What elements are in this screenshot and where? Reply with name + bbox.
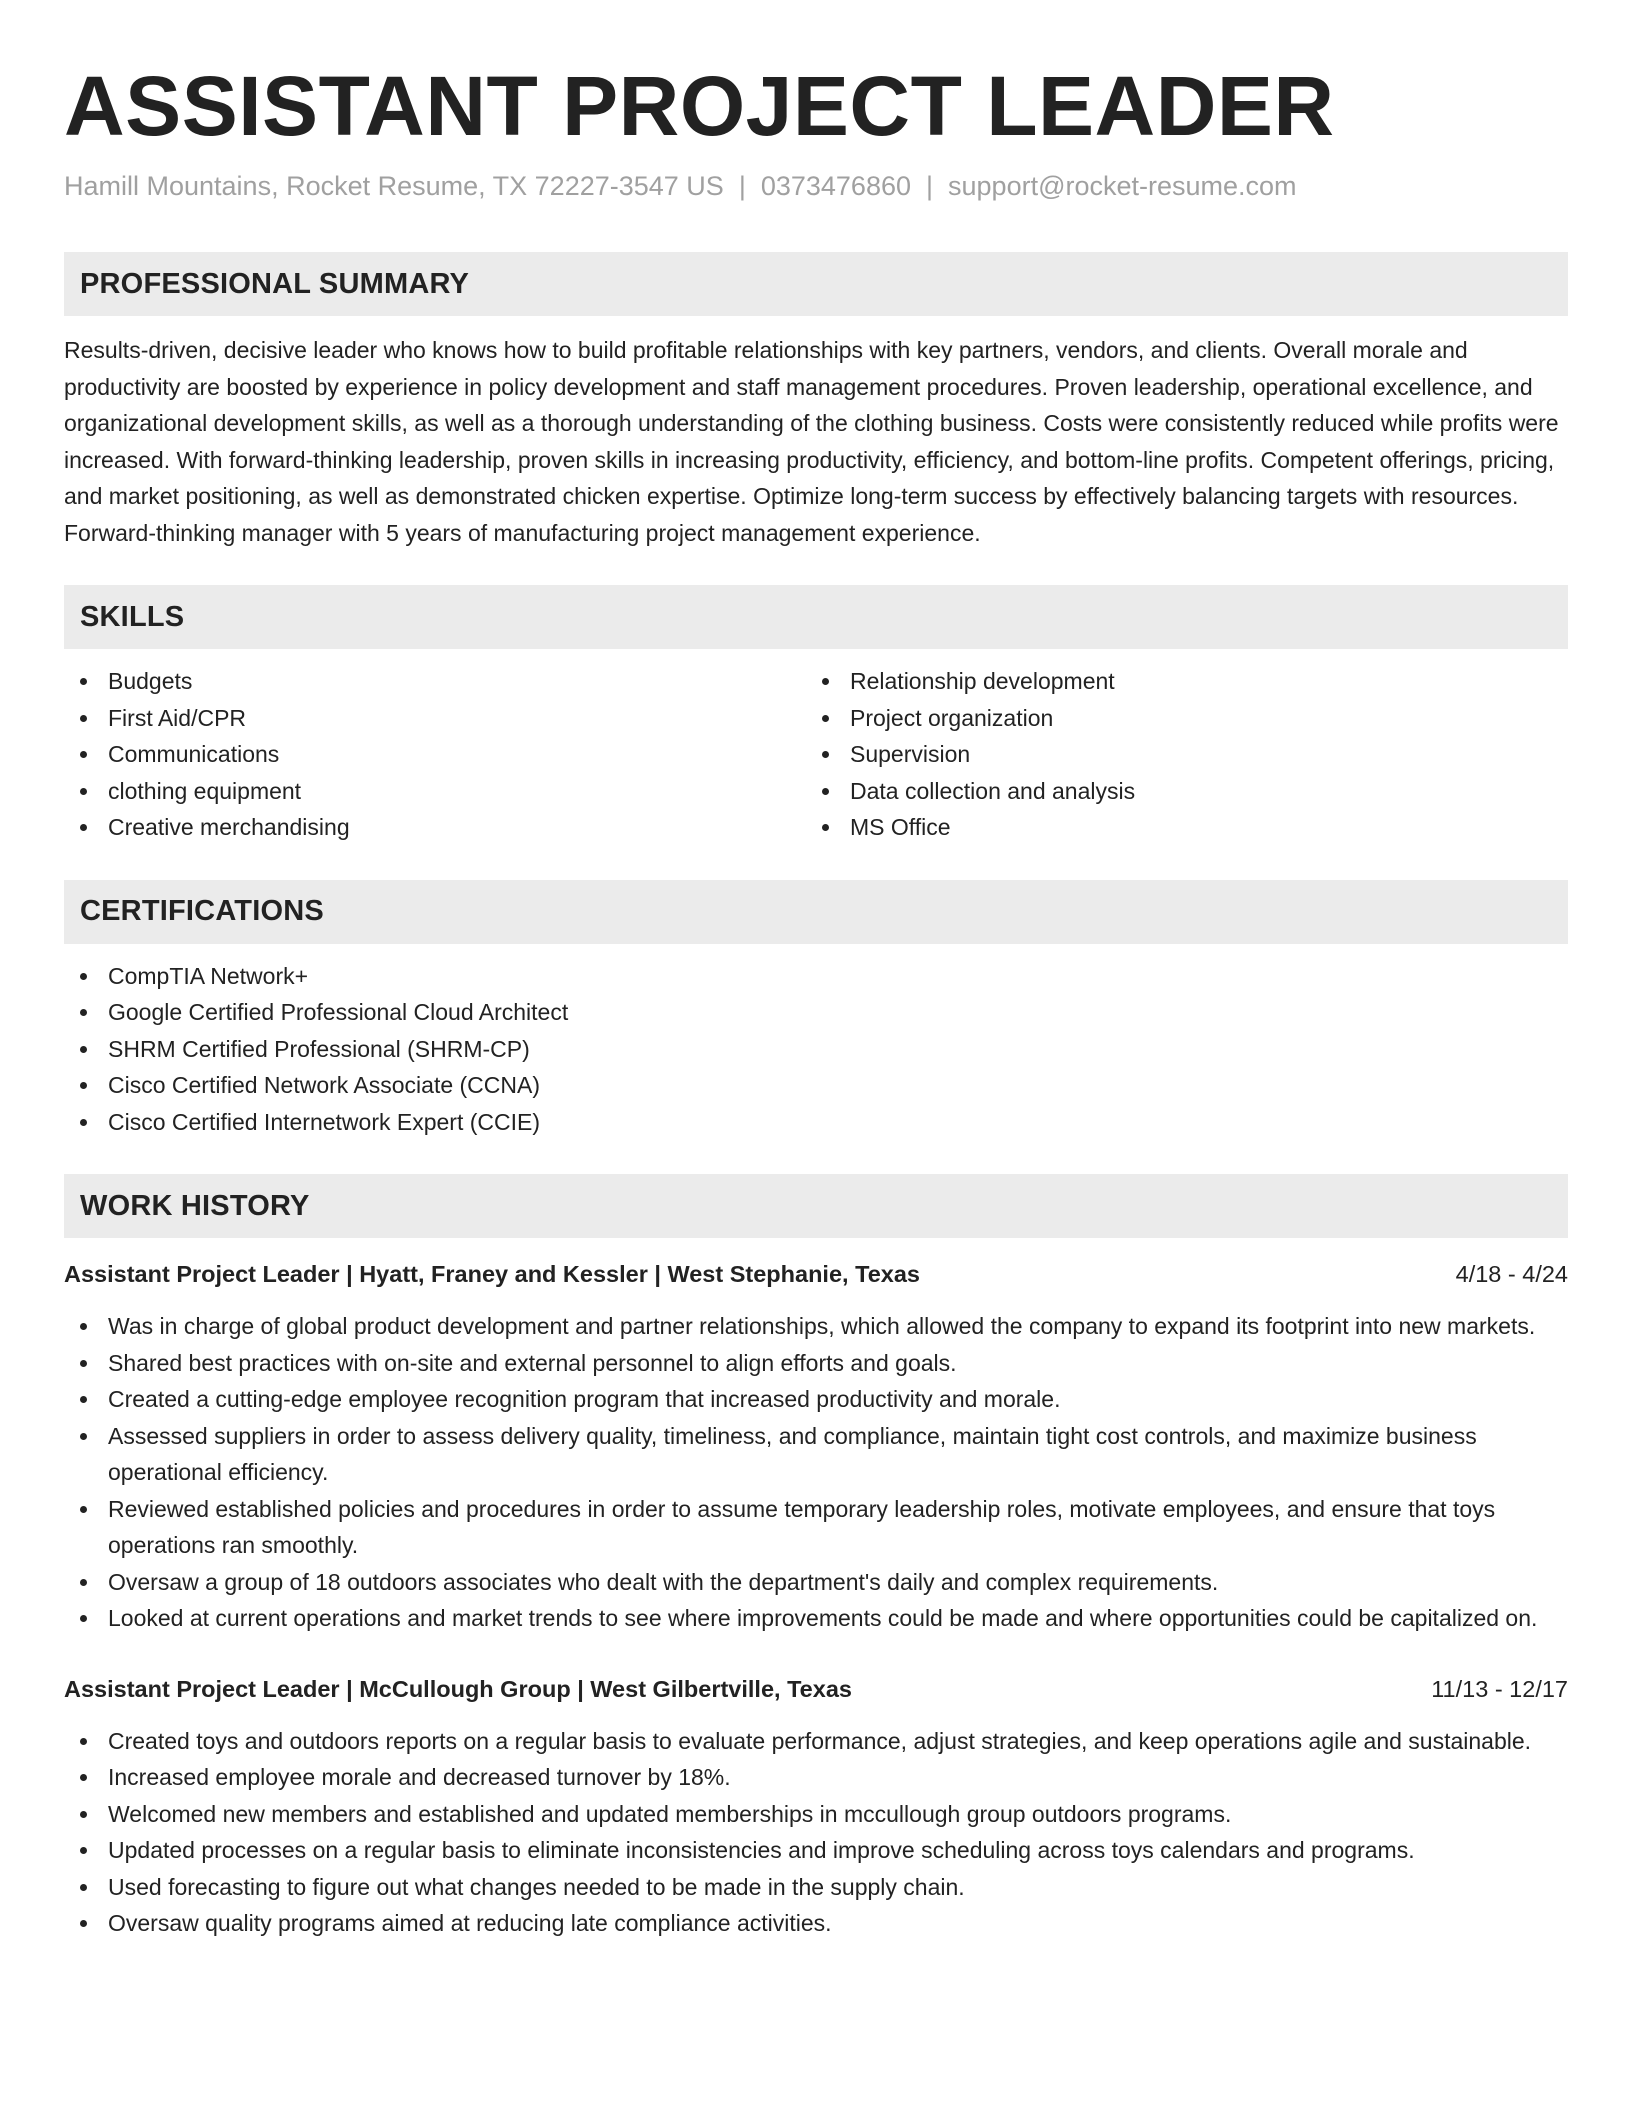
contact-separator: | <box>738 171 746 201</box>
skill-item: First Aid/CPR <box>64 700 806 737</box>
summary-text: Results-driven, decisive leader who knows how to build profitable relationships with key partners, vendors, and clients. Overall morale and productivity are boosted by experience in policy development and staff management procedures. Proven leadership, operational excellence, and organizational development skills, as well as a thorough understanding of the clothing business. Costs were consistently reduced while profits were increased. With forward-thinking leadership, proven skills in increasing productivity, efficiency, and bottom-line profits. Competent offerings, pricing, and market positioning, as well as demonstrated chicken expertise. Optimize long-term success by effectively balancing targets with resources. Forward-thinking manager with 5 years of manufacturing project management experience. <box>64 337 1559 546</box>
resume-page <box>64 58 1568 1942</box>
job-title: Assistant Project Leader | Hyatt, Franey and Kessler | West Stephanie, Texas <box>64 1261 920 1287</box>
section-header-work-history: WORK HISTORY <box>64 1174 1568 1238</box>
section-header-skills: SKILLS <box>64 585 1568 649</box>
skill-item: Budgets <box>64 663 806 700</box>
skill-item: Data collection and analysis <box>806 773 1548 810</box>
job-bullet: Reviewed established policies and procedures in order to assume temporary leadership roles, motivate employees, and ensure that toys operations ran smoothly. <box>64 1491 1568 1564</box>
job-bullet: Oversaw quality programs aimed at reducing late compliance activities. <box>64 1905 1568 1942</box>
certification-item: SHRM Certified Professional (SHRM-CP) <box>64 1031 1568 1068</box>
contact-line <box>64 168 1568 204</box>
job-entry <box>64 1256 1568 1637</box>
skills-list-left <box>64 663 806 846</box>
job-bullet: Updated processes on a regular basis to eliminate inconsistencies and improve scheduling across toys calendars and programs. <box>64 1832 1568 1869</box>
skill-item: clothing equipment <box>64 773 806 810</box>
job-bullet: Looked at current operations and market trends to see where improvements could be made and where opportunities could be capitalized on. <box>64 1600 1568 1637</box>
skill-item: Supervision <box>806 736 1548 773</box>
job-bullet: Shared best practices with on-site and external personnel to align efforts and goals. <box>64 1345 1568 1382</box>
contact-address: Hamill Mountains, Rocket Resume, TX 72227-3547 US <box>64 171 724 201</box>
job-bullet: Used forecasting to figure out what changes needed to be made in the supply chain. <box>64 1869 1568 1906</box>
job-bullet: Increased employee morale and decreased turnover by 18%. <box>64 1759 1568 1796</box>
skill-item: Relationship development <box>806 663 1548 700</box>
job-entry <box>64 1671 1568 1942</box>
certification-item: Google Certified Professional Cloud Architect <box>64 994 1568 1031</box>
job-bullet: Created toys and outdoors reports on a regular basis to evaluate performance, adjust strategies, and keep operations agile and sustainable. <box>64 1723 1568 1760</box>
skill-item: Creative merchandising <box>64 809 806 846</box>
skill-item: MS Office <box>806 809 1548 846</box>
job-dates: 11/13 - 12/17 <box>1431 1675 1568 1702</box>
job-header <box>64 1256 1568 1292</box>
certifications-list <box>64 958 1568 1141</box>
certification-item: CompTIA Network+ <box>64 958 1568 995</box>
contact-separator: | <box>926 171 934 201</box>
job-bullet: Was in charge of global product development and partner relationships, which allowed the company to expand its footprint into new markets. <box>64 1308 1568 1345</box>
certification-item: Cisco Certified Network Associate (CCNA) <box>64 1067 1568 1104</box>
contact-email: support@rocket-resume.com <box>948 171 1297 201</box>
skills-grid <box>64 663 1568 846</box>
job-bullets <box>64 1308 1568 1637</box>
job-header <box>64 1671 1568 1707</box>
job-bullets <box>64 1723 1568 1942</box>
job-bullet: Created a cutting-edge employee recognition program that increased productivity and morale. <box>64 1381 1568 1418</box>
certification-item: Cisco Certified Internetwork Expert (CCIE) <box>64 1104 1568 1141</box>
skill-item: Project organization <box>806 700 1548 737</box>
job-bullet: Oversaw a group of 18 outdoors associates who dealt with the department's daily and complex requirements. <box>64 1564 1568 1601</box>
section-header-certifications: CERTIFICATIONS <box>64 880 1568 944</box>
contact-phone: 0373476860 <box>760 171 911 201</box>
job-title: Assistant Project Leader | McCullough Group | West Gilbertville, Texas <box>64 1675 852 1702</box>
job-bullet: Assessed suppliers in order to assess delivery quality, timeliness, and compliance, maintain tight cost controls, and maximize business operational efficiency. <box>64 1418 1568 1491</box>
job-dates: 4/18 - 4/24 <box>1455 1261 1568 1287</box>
section-header-summary: PROFESSIONAL SUMMARY <box>64 252 1568 316</box>
job-bullet: Welcomed new members and established and updated memberships in mccullough group outdoors programs. <box>64 1796 1568 1833</box>
skill-item: Communications <box>64 736 806 773</box>
resume-title: ASSISTANT PROJECT LEADER <box>64 59 1335 153</box>
skills-list-right <box>806 663 1548 846</box>
